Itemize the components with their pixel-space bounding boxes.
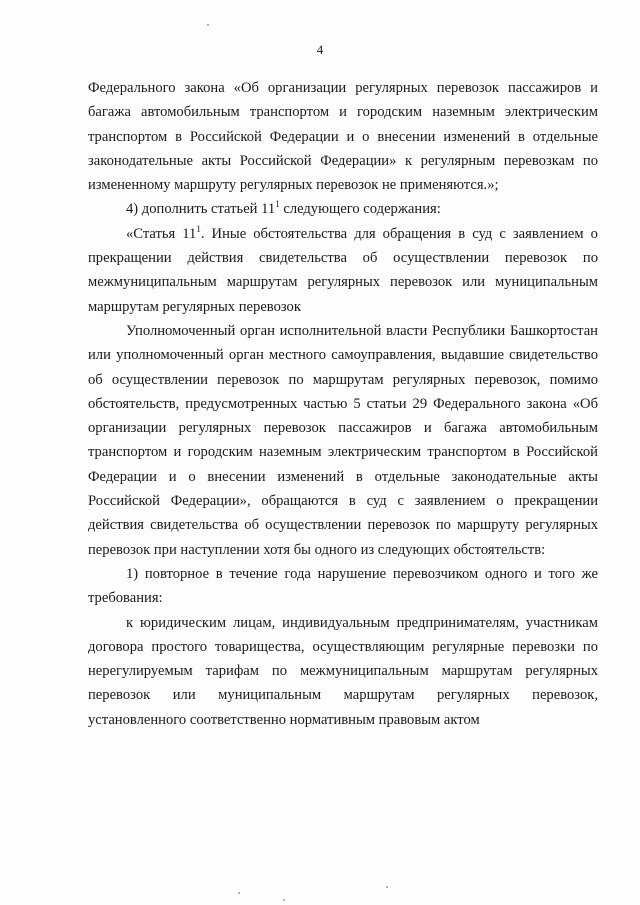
paragraph-article-heading [88, 222, 598, 319]
paragraph-authorized-body: Уполномоченный орган исполнительной власти Республики Башкортостан или уполномоченный орган местного самоуправления, выдавшие свидетельство об осуществлении перевозок по маршрутам регулярных перевозок, помимо обстоятельств, предусмотренных частью 5 статьи 29 Федерального закона «Об организации регулярных перевозок пассажиров и багажа автомобильным транспортом и городским наземным электрическим транспортом в Российской Федерации и о внесении изменений в отдельные законодательные акты Российской Федерации», обращаются в суд с заявлением о прекращении действия свидетельства об осуществлении перевозок по маршруту регулярных перевозок при наступлении хотя бы одного из следующих обстоятельств: [88, 322, 598, 558]
scan-speck [283, 899, 285, 901]
article-heading-start: «Статья 11 [126, 225, 197, 242]
article-superscript: 1 [275, 199, 280, 210]
scan-speck [207, 24, 209, 26]
scan-speck [386, 886, 388, 888]
paragraph-federal-law-reference: Федерального закона «Об организации регулярных перевозок пассажиров и багажа автомобильным транспортом и городским наземным электрическим транспортом в Российской Федерации и о внесении изменений в отдельные законодательные акты Российской Федерации» к регулярным перевозкам по измененному маршруту регулярных перевозок не применяются.»; [88, 80, 598, 194]
scan-speck [238, 892, 240, 894]
amendment-item-4-text: 4) дополнить статьей 11 [126, 201, 276, 218]
article-heading-text: . Иные обстоятельства для обращения в суд с заявлением о прекращении действия свидетельства об осуществлении перевозок по межмуниципальным маршрутам регулярных перевозок или муниципальным маршрутам регулярных перевозок [88, 225, 598, 315]
body-text [88, 76, 598, 732]
page-number: 4 [316, 42, 324, 57]
article-superscript: 1 [196, 223, 201, 234]
paragraph-item-1: 1) повторное в течение года нарушение перевозчиком одного и того же требования: [88, 565, 598, 607]
paragraph-requirements: к юридическим лицам, индивидуальным предпринимателям, участникам договора простого товарищества, осуществляющим регулярные перевозки по нерегулируемым тарифам по межмуниципальным маршрутам регулярных перевозок или муниципальным маршрутам регулярных перевозок, установленного соответственно нормативным правовым актом [88, 614, 598, 728]
paragraph-amendment-item-4 [88, 197, 598, 221]
amendment-item-4-text-end: следующего содержания: [279, 201, 441, 218]
